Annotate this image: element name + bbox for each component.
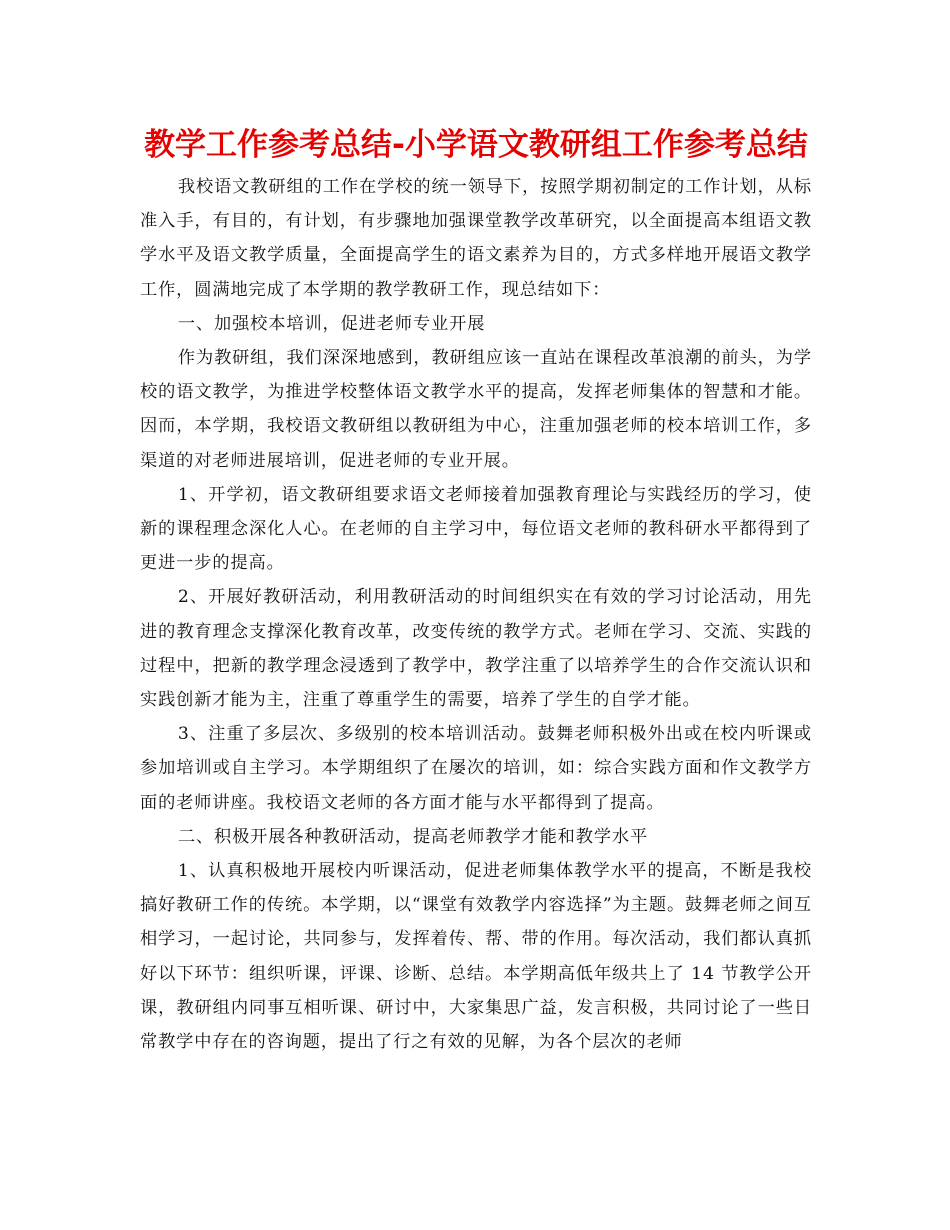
list-item-paragraph: 3、注重了多层次、多级别的校本培训活动。鼓舞老师积极外出或在校内听课或参加培训或自主学习。本学期组织了在屡次的培训，如：综合实践方面和作文教学方面的老师讲座。我校语文老师的各方面才能与水平都得到了提高。 [140, 724, 812, 813]
list-item-paragraph: 2、开展好教研活动，利用教研活动的时间组织实在有效的学习讨论活动，用先进的教育理念支撑深化教育改革，改变传统的教学方式。老师在学习、交流、实践的过程中，把新的教学理念浸透到了教学中，教学注重了以培养学生的合作交流认识和实践创新才能为主，注重了尊重学生的需要，培养了学生的自学才能。 [140, 587, 812, 711]
section-heading-2: 二、积极开展各种教研活动，提高老师教学才能和教学水平 [177, 826, 649, 847]
list-item-paragraph: 1、开学初，语文教研组要求语文老师接着加强教育理论与实践经历的学习，使新的课程理念深化人心。在老师的自主学习中，每位语文老师的教科研水平都得到了更进一步的提高。 [140, 484, 812, 574]
document-page [140, 122, 812, 1059]
body-paragraph: 作为教研组，我们深深地感到，教研组应该一直站在课程改革浪潮的前头，为学校的语文教学，为推进学校整体语文教学水平的提高，发挥老师集体的智慧和才能。因而，本学期，我校语文教研组以教研组为中心，注重加强老师的校本培训工作，多渠道的对老师进展培训，促进老师的专业开展。 [140, 348, 812, 471]
intro-paragraph: 我校语文教研组的工作在学校的统一领导下，按照学期初制定的工作计划，从标准入手，有目的，有计划，有步骤地加强课堂教学改革研究，以全面提高本组语文教学水平及语文教学质量，全面提高学生的语文素养为目的，方式多样地开展语文教学工作，圆满地完成了本学期的教学教研工作，现总结如下： [140, 177, 812, 300]
document-body [140, 170, 812, 1059]
section-heading-1: 一、加强校本培训，促进老师专业开展 [177, 313, 486, 334]
document-title: 教学工作参考总结-小学语文教研组工作参考总结 [144, 127, 808, 163]
list-item-paragraph: 1、认真积极地开展校内听课活动，促进老师集体教学水平的提高，不断是我校搞好教研工作的传统。本学期，以“课堂有效教学内容选择”为主题。鼓舞老师之间互相学习，一起讨论，共同参与，发挥着传、帮、带的作用。每次活动，我们都认真抓好以下环节：组织听课，评课、诊断、总结。本学期高低年级共上了 14 节教学公开课，教研组内同事互相听课、研讨中，大家集思广益，发言积极，共同讨论了一些日常教学中存在的咨询题，提出了行之有效的见解，为各个层次的老师 [140, 861, 812, 1053]
